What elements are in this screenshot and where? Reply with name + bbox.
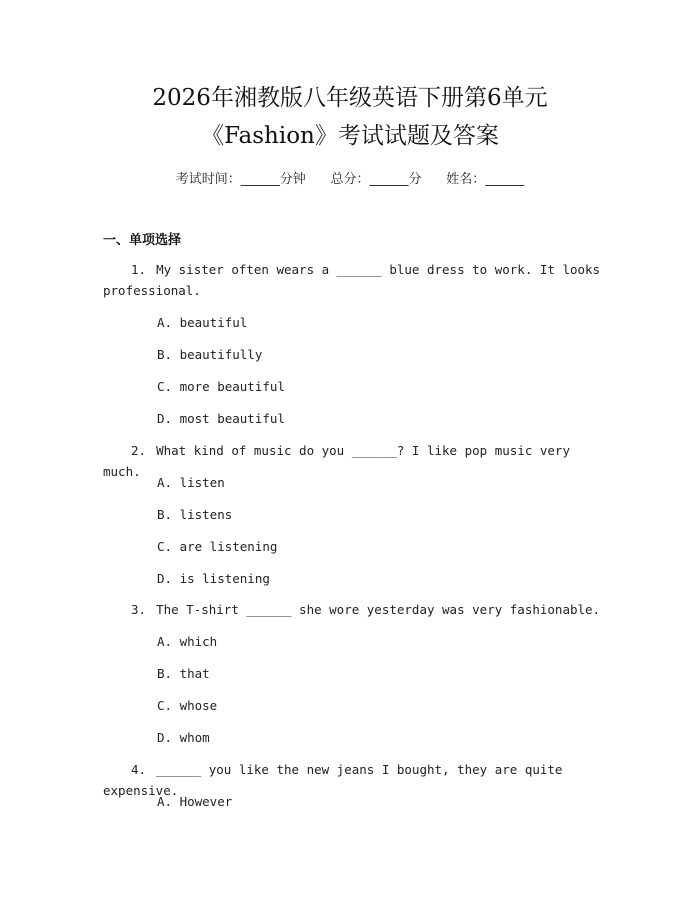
- document-title-line-1: 2026年湘教版八年级英语下册第6单元: [152, 85, 548, 111]
- question-number: 1.: [131, 262, 147, 277]
- option: A. which: [157, 634, 218, 649]
- option: A. listen: [157, 475, 225, 490]
- question-text: ______ you like the new jeans I bought, they are quite expensive.: [103, 762, 563, 798]
- question-text: The T-shirt ______ she wore yesterday was very fashionable.: [156, 602, 601, 617]
- option: D. whom: [157, 730, 210, 745]
- question-text: What kind of music do you ______? I like pop music very much.: [103, 443, 570, 479]
- option: C. whose: [157, 698, 218, 713]
- option: D. most beautiful: [157, 411, 285, 426]
- option: B. that: [157, 666, 210, 681]
- question-number: 4.: [131, 762, 147, 777]
- option: D. is listening: [157, 571, 270, 586]
- question-3: [103, 599, 603, 620]
- option: A. However: [157, 794, 233, 809]
- option: A. beautiful: [157, 315, 248, 330]
- option: B. listens: [157, 507, 233, 522]
- option: C. more beautiful: [157, 379, 285, 394]
- section-heading: 一、单项选择: [103, 233, 182, 248]
- question-1: [103, 259, 603, 301]
- question-number: 2.: [131, 443, 147, 458]
- option: B. beautifully: [157, 347, 263, 362]
- option: C. are listening: [157, 539, 278, 554]
- document-title-line-2: 《Fashion》考试试题及答案: [201, 123, 499, 149]
- exam-info-line: 考试时间：______分钟 总分：______分 姓名：______: [175, 172, 525, 187]
- question-number: 3.: [131, 602, 147, 617]
- question-text: My sister often wears a ______ blue dress to work. It looks professional.: [103, 262, 601, 298]
